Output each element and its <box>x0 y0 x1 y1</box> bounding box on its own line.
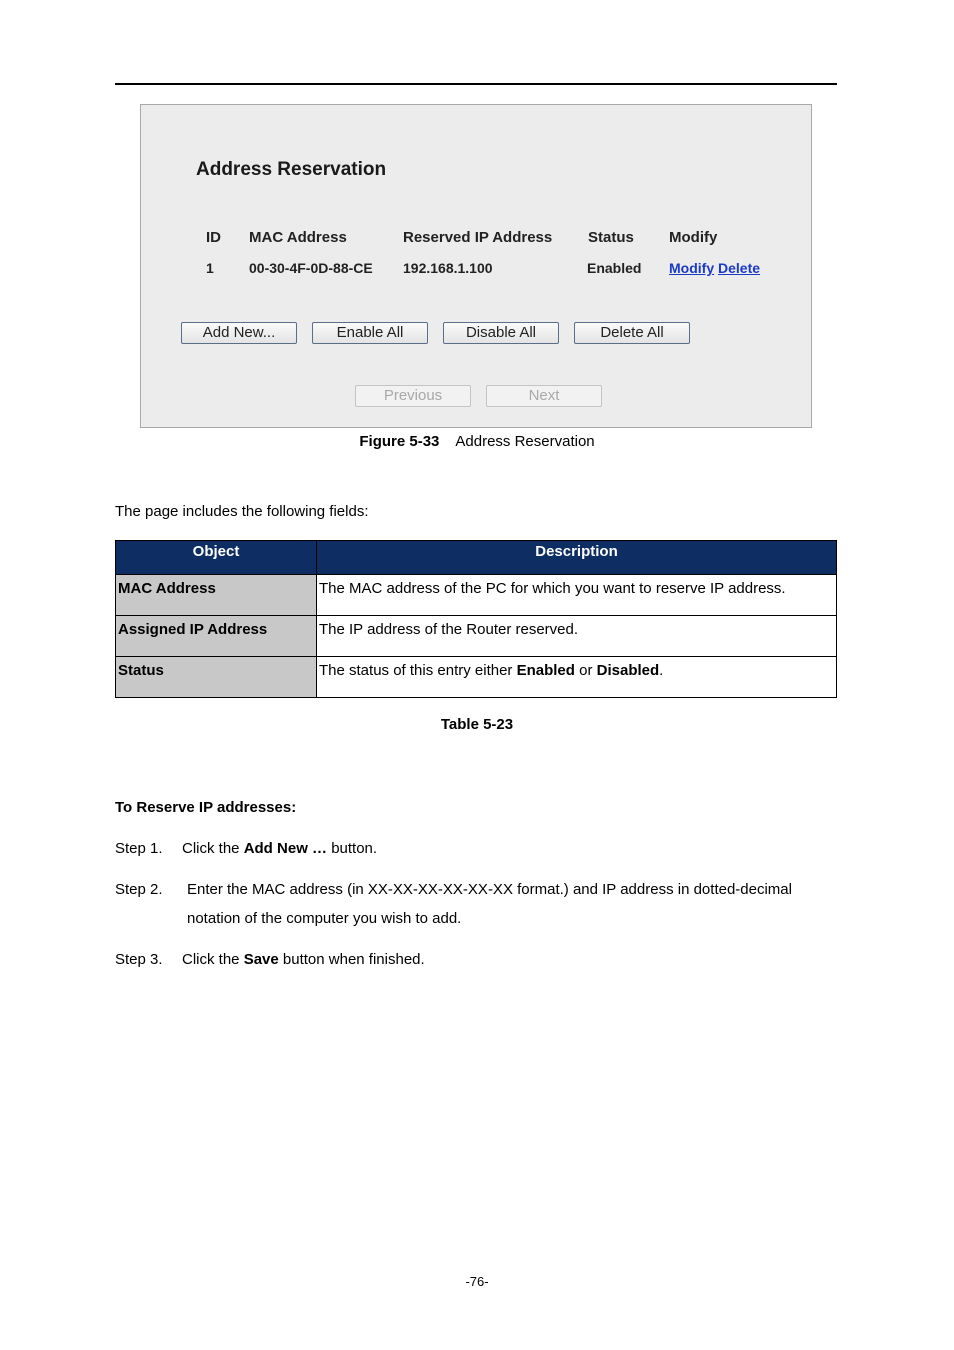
row-id: 1 <box>206 260 214 276</box>
header-description: Description <box>317 541 837 575</box>
row-modify-cell <box>669 260 760 276</box>
step-label: Step 1. <box>115 840 163 857</box>
enable-all-button[interactable]: Enable All <box>312 322 428 344</box>
description-cell: The IP address of the Router reserved. <box>317 616 837 657</box>
figure-label: Figure 5-33 <box>359 433 440 450</box>
header-rule <box>115 83 837 85</box>
description-cell: The status of this entry either Enabled or Disabled. <box>317 657 837 698</box>
modify-link[interactable]: Modify <box>669 260 715 276</box>
table-row <box>116 575 837 616</box>
row-mac: 00-30-4F-0D-88-CE <box>249 260 373 276</box>
step-label: Step 3. <box>115 951 163 968</box>
add-new-button[interactable]: Add New... <box>181 322 297 344</box>
col-header-mac: MAC Address <box>249 229 347 246</box>
delete-all-button[interactable]: Delete All <box>574 322 690 344</box>
address-reservation-screenshot <box>140 104 812 428</box>
object-cell: MAC Address <box>116 575 317 616</box>
step-2-continued: notation of the computer you wish to add. <box>187 910 462 927</box>
step-1: Step 1. Click the Add New … button. <box>115 840 378 857</box>
intro-text: The page includes the following fields: <box>115 503 369 520</box>
col-header-id: ID <box>206 229 221 246</box>
description-cell: The MAC address of the PC for which you want to reserve IP address. <box>317 575 837 616</box>
table-caption: Table 5-23 <box>440 716 514 733</box>
row-ip: 192.168.1.100 <box>403 260 493 276</box>
fields-table <box>115 540 837 698</box>
row-status: Enabled <box>587 260 642 276</box>
next-button[interactable]: Next <box>486 385 602 407</box>
table-row <box>116 616 837 657</box>
section-heading: To Reserve IP addresses: <box>115 799 297 816</box>
step-3: Step 3. Click the Save button when finished. <box>115 951 425 968</box>
figure-text: Address Reservation <box>455 433 595 450</box>
panel-title: Address Reservation <box>196 159 387 180</box>
delete-link[interactable]: Delete <box>718 260 761 276</box>
header-object: Object <box>116 541 317 575</box>
object-cell: Status <box>116 657 317 698</box>
object-cell: Assigned IP Address <box>116 616 317 657</box>
figure-caption <box>0 433 954 450</box>
col-header-modify: Modify <box>669 229 718 246</box>
col-header-status: Status <box>588 229 634 246</box>
step-label: Step 2. <box>115 881 163 898</box>
previous-button[interactable]: Previous <box>355 385 471 407</box>
disable-all-button[interactable]: Disable All <box>443 322 559 344</box>
page-number: -76- <box>465 1274 489 1289</box>
table-row <box>116 657 837 698</box>
col-header-ip: Reserved IP Address <box>403 229 553 246</box>
step-2: Step 2. Enter the MAC address (in XX-XX-XX-XX-XX-XX format.) and IP address in dotted-decimal <box>115 881 792 898</box>
